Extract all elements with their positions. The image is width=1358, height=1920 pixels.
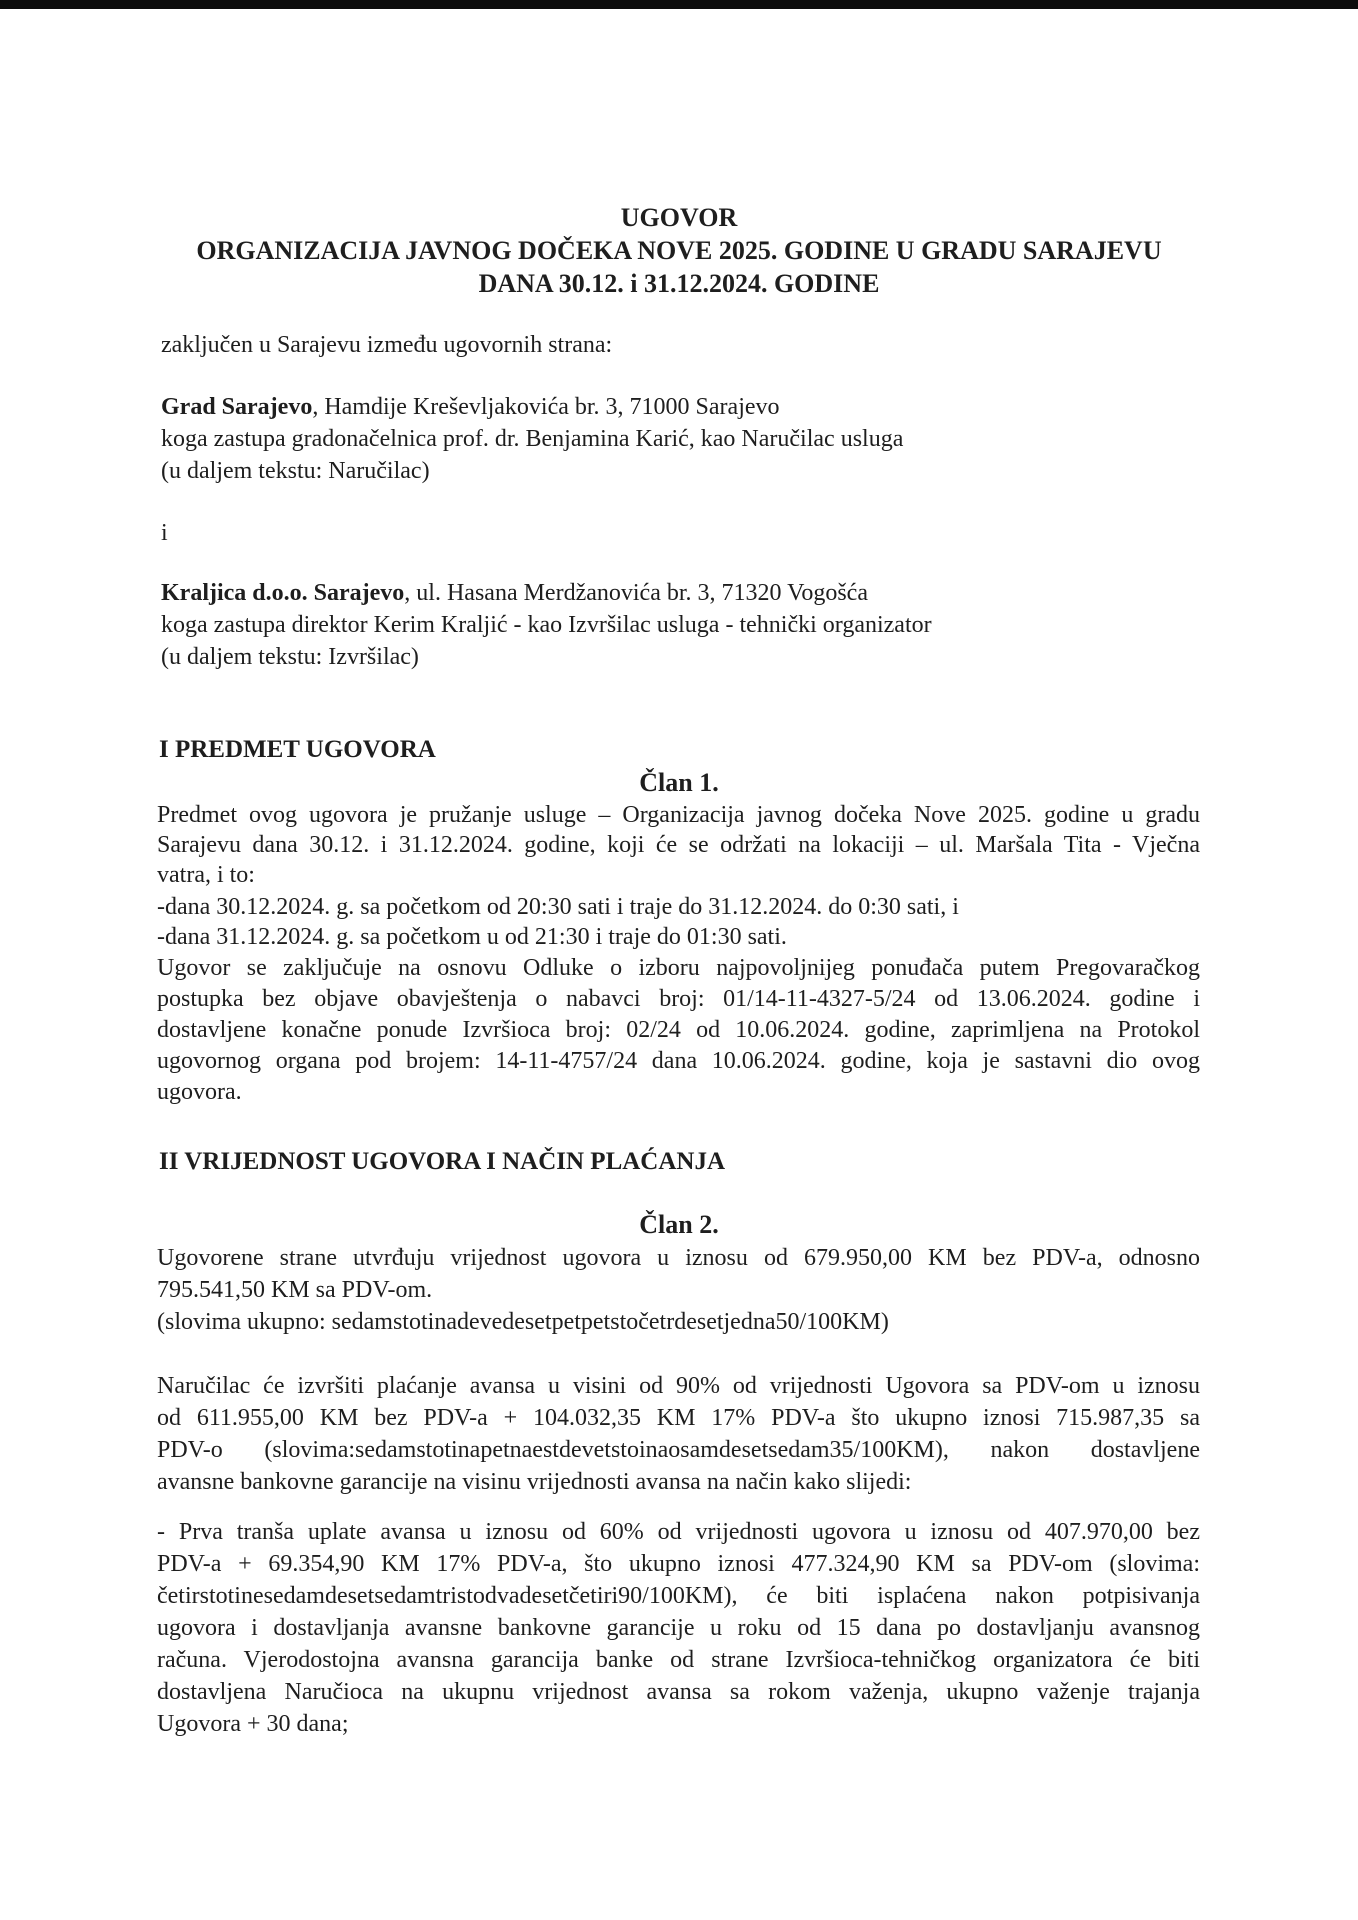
tranche-line: ugovora i dostavljanja avansne bankovne garancije u roku od 15 dana po dostavljanju avansnog — [157, 1615, 1200, 1641]
tranche-line: četirstotinesedamdesetsedamtristodvadesetčetiri90/100KM), će biti isplaćena nakon potpisivanja — [157, 1583, 1200, 1609]
section1-line: dostavljene konačne ponude Izvršioca broj: 02/24 od 10.06.2024. godine, zaprimljena na Protokol — [157, 1017, 1200, 1043]
tranche-line: PDV-a + 69.354,90 KM 17% PDV-a, što ukupno iznosi 477.324,90 KM sa PDV-om (slovima: — [157, 1551, 1200, 1577]
party1-representative: koga zastupa gradonačelnica prof. dr. Benjamina Karić, kao Naručilac usluga — [161, 426, 904, 452]
advance-line: od 611.955,00 KM bez PDV-a + 104.032,35 KM 17% PDV-a što ukupno iznosi 715.987,35 sa — [157, 1405, 1200, 1431]
section2-article: Član 2. — [639, 1210, 719, 1239]
document-dates: DANA 30.12. i 31.12.2024. GODINE — [478, 269, 880, 298]
party2-address: , ul. Hasana Merdžanovića br. 3, 71320 Vogošća — [404, 580, 868, 606]
party1-alias: (u daljem tekstu: Naručilac) — [161, 458, 430, 484]
value-line: 795.541,50 KM sa PDV-om. — [157, 1277, 433, 1303]
section1-line: Ugovor se zaključuje na osnovu Odluke o izboru najpovoljnijeg ponuđača putem Pregovaračkog — [157, 955, 1200, 981]
section1-heading: I PREDMET UGOVORA — [159, 736, 436, 763]
section1-article: Član 1. — [639, 768, 719, 797]
intro-text: zaključen u Sarajevu između ugovornih strana: — [161, 332, 613, 358]
conjunction: i — [161, 520, 168, 546]
value-words: (slovima ukupno: sedamstotinadevedesetpetpetstočetrdesetjedna50/100KM) — [157, 1309, 889, 1335]
section1-line: ugovornog organa pod brojem: 14-11-4757/24 dana 10.06.2024. godine, koja je sastavni dio ovog — [157, 1048, 1200, 1074]
section2-heading: II VRIJEDNOST UGOVORA I NAČIN PLAĆANJA — [159, 1148, 726, 1175]
advance-line: avansne bankovne garancije na visinu vrijednosti avansa na način kako slijedi: — [157, 1469, 912, 1495]
value-line: Ugovorene strane utvrđuju vrijednost ugovora u iznosu od 679.950,00 KM bez PDV-a, odnosno — [157, 1245, 1200, 1271]
advance-line: Naručilac će izvršiti plaćanje avansa u visini od 90% od vrijednosti Ugovora sa PDV-om u iznosu — [157, 1373, 1200, 1399]
section1-line: Predmet ovog ugovora je pružanje usluge – Organizacija javnog dočeka Nove 2025. godine u gradu — [157, 802, 1200, 828]
section1-line: Sarajevu dana 30.12. i 31.12.2024. godine, koji će se održati na lokaciji – ul. Maršala Tita - Vječna — [157, 832, 1200, 858]
party2-line1 — [161, 578, 868, 608]
party1-address: , Hamdije Kreševljakovića br. 3, 71000 Sarajevo — [312, 394, 780, 420]
party2-name: Kraljica d.o.o. Sarajevo — [161, 580, 405, 606]
tranche-line: Ugovora + 30 dana; — [157, 1711, 349, 1737]
section1-line: -dana 30.12.2024. g. sa početkom od 20:30 sati i traje do 31.12.2024. do 0:30 sati, i — [157, 894, 959, 920]
advance-line: PDV-o (slovima:sedamstotinapetnaestdevetstoinaosamdesetsedam35/100KM), nakon dostavljene — [157, 1437, 1200, 1463]
party1-name: Grad Sarajevo — [161, 394, 313, 420]
tranche-line: dostavljena Naručioca na ukupnu vrijednost avansa sa rokom važenja, ukupno važenje trajanja — [157, 1679, 1200, 1705]
tranche-line: računa. Vjerodostojna avansna garancija banke od strane Izvršioca-tehničkog organizatora će biti — [157, 1647, 1200, 1673]
section1-line: vatra, i to: — [157, 862, 255, 888]
party2-alias: (u daljem tekstu: Izvršilac) — [161, 644, 419, 670]
section1-line: ugovora. — [157, 1079, 242, 1105]
section1-line: -dana 31.12.2024. g. sa početkom u od 21:30 i traje do 01:30 sati. — [157, 924, 787, 950]
document-title: UGOVOR — [620, 203, 738, 232]
party1-line1 — [161, 392, 780, 422]
section1-line: postupka bez objave obavještenja o nabavci broj: 01/14-11-4327-5/24 od 13.06.2024. godine i — [157, 986, 1200, 1012]
party2-representative: koga zastupa direktor Kerim Kraljić - kao Izvršilac usluga - tehnički organizator — [161, 612, 932, 638]
document-subtitle: ORGANIZACIJA JAVNOG DOČEKA NOVE 2025. GODINE U GRADU SARAJEVU — [196, 236, 1162, 265]
tranche-line: - Prva tranša uplate avansa u iznosu od 60% od vrijednosti ugovora u iznosu od 407.970,00 bez — [157, 1519, 1200, 1545]
